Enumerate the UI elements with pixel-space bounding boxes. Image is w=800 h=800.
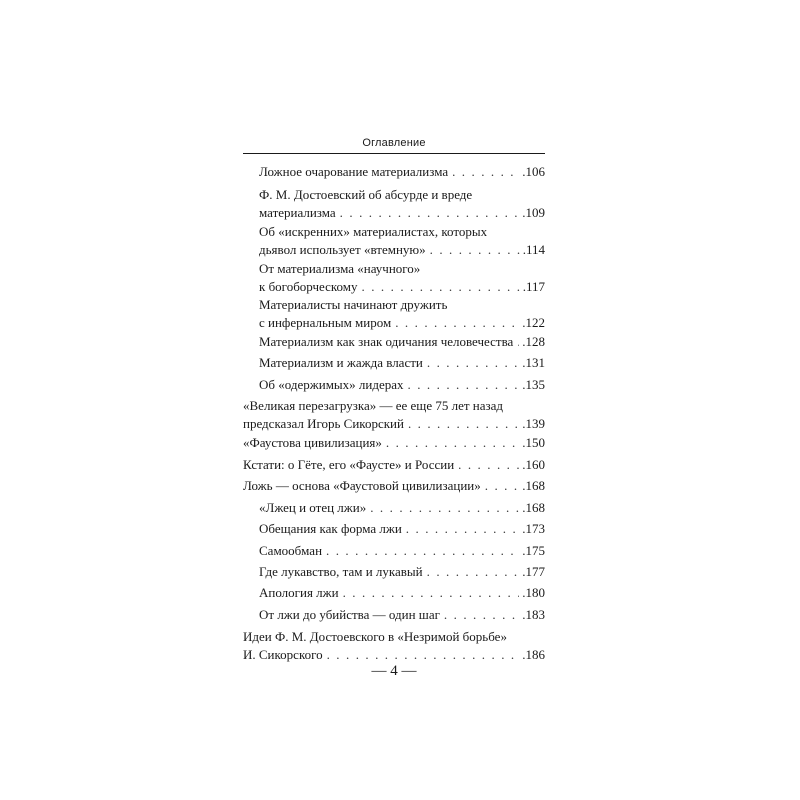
toc-entry xyxy=(243,628,545,664)
toc-entry-page: .109 xyxy=(522,205,545,220)
toc-entry-page: .168 xyxy=(522,500,545,515)
toc-entry-title: Ложное очарование материализма xyxy=(259,164,449,179)
toc-entry-title-line: Идеи Ф. М. Достоевского в «Незримой борьбе» xyxy=(243,629,507,644)
toc-entry xyxy=(243,163,545,181)
toc-entry-row xyxy=(259,563,545,581)
toc-entry-row xyxy=(243,477,545,495)
toc-entry-page: .122 xyxy=(522,315,545,330)
dot-leader xyxy=(408,376,520,394)
dot-leader xyxy=(517,333,519,351)
dot-leader xyxy=(406,520,519,538)
toc-entry-row xyxy=(259,314,545,332)
toc-entry-title: дьявол использует «втемную» xyxy=(259,242,426,257)
toc-entry-page: .183 xyxy=(522,607,545,622)
toc-entry-row xyxy=(243,434,545,452)
dot-leader xyxy=(327,646,520,664)
header-rule xyxy=(243,153,545,154)
toc-entry-title: «Лжец и отец лжи» xyxy=(259,500,367,515)
toc-entry-page: .117 xyxy=(522,279,545,294)
toc-entry-page: .186 xyxy=(522,647,545,662)
dot-leader xyxy=(370,499,519,517)
toc-entry xyxy=(243,376,545,394)
dot-leader xyxy=(395,314,519,332)
toc-entry-page: .114 xyxy=(522,242,545,257)
toc-entry-title: Где лукавство, там и лукавый xyxy=(259,564,423,579)
dot-leader xyxy=(408,415,519,433)
toc-entry-row xyxy=(259,333,545,351)
dot-leader xyxy=(452,163,519,181)
toc-entry-title: «Фаустова цивилизация» xyxy=(243,435,382,450)
toc-entry-title-line: Ф. М. Достоевский об абсурде и вреде xyxy=(259,187,473,202)
dot-leader xyxy=(427,354,519,372)
toc-entry xyxy=(243,584,545,602)
toc-entry xyxy=(243,260,545,296)
toc-entry-title: Самообман xyxy=(259,543,323,558)
dot-leader xyxy=(343,584,520,602)
toc-entry-title-line: Материалисты начинают дружить xyxy=(259,297,448,312)
dot-leader xyxy=(427,563,520,581)
toc-entry-page: .160 xyxy=(522,457,545,472)
toc-entry-row xyxy=(243,415,545,433)
toc-entry xyxy=(243,606,545,624)
toc-entry-page: .150 xyxy=(522,435,545,450)
toc-entry-page: .135 xyxy=(522,377,545,392)
toc-entry-title: материализма xyxy=(259,205,336,220)
running-head: Оглавление xyxy=(362,137,426,149)
toc-entry-page: .173 xyxy=(522,521,545,536)
toc-entry-page: .131 xyxy=(522,355,545,370)
toc-entry-title-line: Об «искренних» материалистах, которых xyxy=(259,224,488,239)
toc-entry-page: .175 xyxy=(522,543,545,558)
toc-entry-page: .128 xyxy=(522,334,545,349)
toc-entry xyxy=(243,542,545,560)
toc-entry-row xyxy=(259,499,545,517)
dot-leader xyxy=(485,477,519,495)
toc-entry-title: с инфернальным миром xyxy=(259,315,392,330)
toc-entry xyxy=(243,434,545,452)
toc-entry xyxy=(243,499,545,517)
dot-leader xyxy=(444,606,519,624)
toc-entry-title: Апология лжи xyxy=(259,585,339,600)
toc-entry xyxy=(243,397,545,433)
toc-entry-title-line: От материализма «научного» xyxy=(259,261,421,276)
toc-entry-row xyxy=(259,606,545,624)
toc-entry-row xyxy=(259,584,545,602)
toc-entry-row xyxy=(259,376,545,394)
toc-entry-row xyxy=(259,520,545,538)
toc-entry-page: .180 xyxy=(522,585,545,600)
toc-entry-title: Ложь — основа «Фаустовой цивилизации» xyxy=(243,478,481,493)
toc-entry xyxy=(243,296,545,332)
toc-entry-title: к богоборческому xyxy=(259,279,358,294)
toc-entry-page: .139 xyxy=(522,416,545,431)
toc-entry-page: .177 xyxy=(522,564,545,579)
toc-entry-row xyxy=(243,646,545,664)
dot-leader xyxy=(326,542,519,560)
toc-entry-row xyxy=(243,456,545,474)
toc-entry-row xyxy=(259,163,545,181)
toc-entry-title-line: «Великая перезагрузка» — ее еще 75 лет назад xyxy=(243,398,504,413)
toc-entry-title: Обещания как форма лжи xyxy=(259,521,402,536)
toc-entry-page: .168 xyxy=(522,478,545,493)
toc-entry xyxy=(243,186,545,222)
dot-leader xyxy=(340,204,520,222)
dot-leader xyxy=(386,434,519,452)
dot-leader xyxy=(458,456,519,474)
toc-entry xyxy=(243,520,545,538)
dot-leader xyxy=(430,241,520,259)
toc-entry-title: Материализм как знак одичания человечества xyxy=(259,334,514,349)
dot-leader xyxy=(362,278,520,296)
toc-entry-row xyxy=(259,204,545,222)
toc-entry-title: И. Сикорского xyxy=(243,647,323,662)
toc-entry xyxy=(243,477,545,495)
toc-entry xyxy=(243,333,545,351)
toc-entry-title: Материализм и жажда власти xyxy=(259,355,423,370)
toc-entry-title: От лжи до убийства — один шаг xyxy=(259,607,440,622)
page-number: — 4 — xyxy=(371,663,417,679)
toc-entry-row xyxy=(259,354,545,372)
toc-entry-row xyxy=(259,278,545,296)
toc-entry-page: .106 xyxy=(522,164,545,179)
toc-entry-title: предсказал Игорь Сикорский xyxy=(243,416,404,431)
toc-entry-row xyxy=(259,542,545,560)
toc-entry-row xyxy=(259,241,545,259)
toc-entry xyxy=(243,223,545,259)
toc-entry-title: Кстати: о Гёте, его «Фаусте» и России xyxy=(243,457,455,472)
toc-entry xyxy=(243,563,545,581)
toc-entry xyxy=(243,456,545,474)
toc-entry xyxy=(243,354,545,372)
toc-entry-title: Об «одержимых» лидерах xyxy=(259,377,404,392)
